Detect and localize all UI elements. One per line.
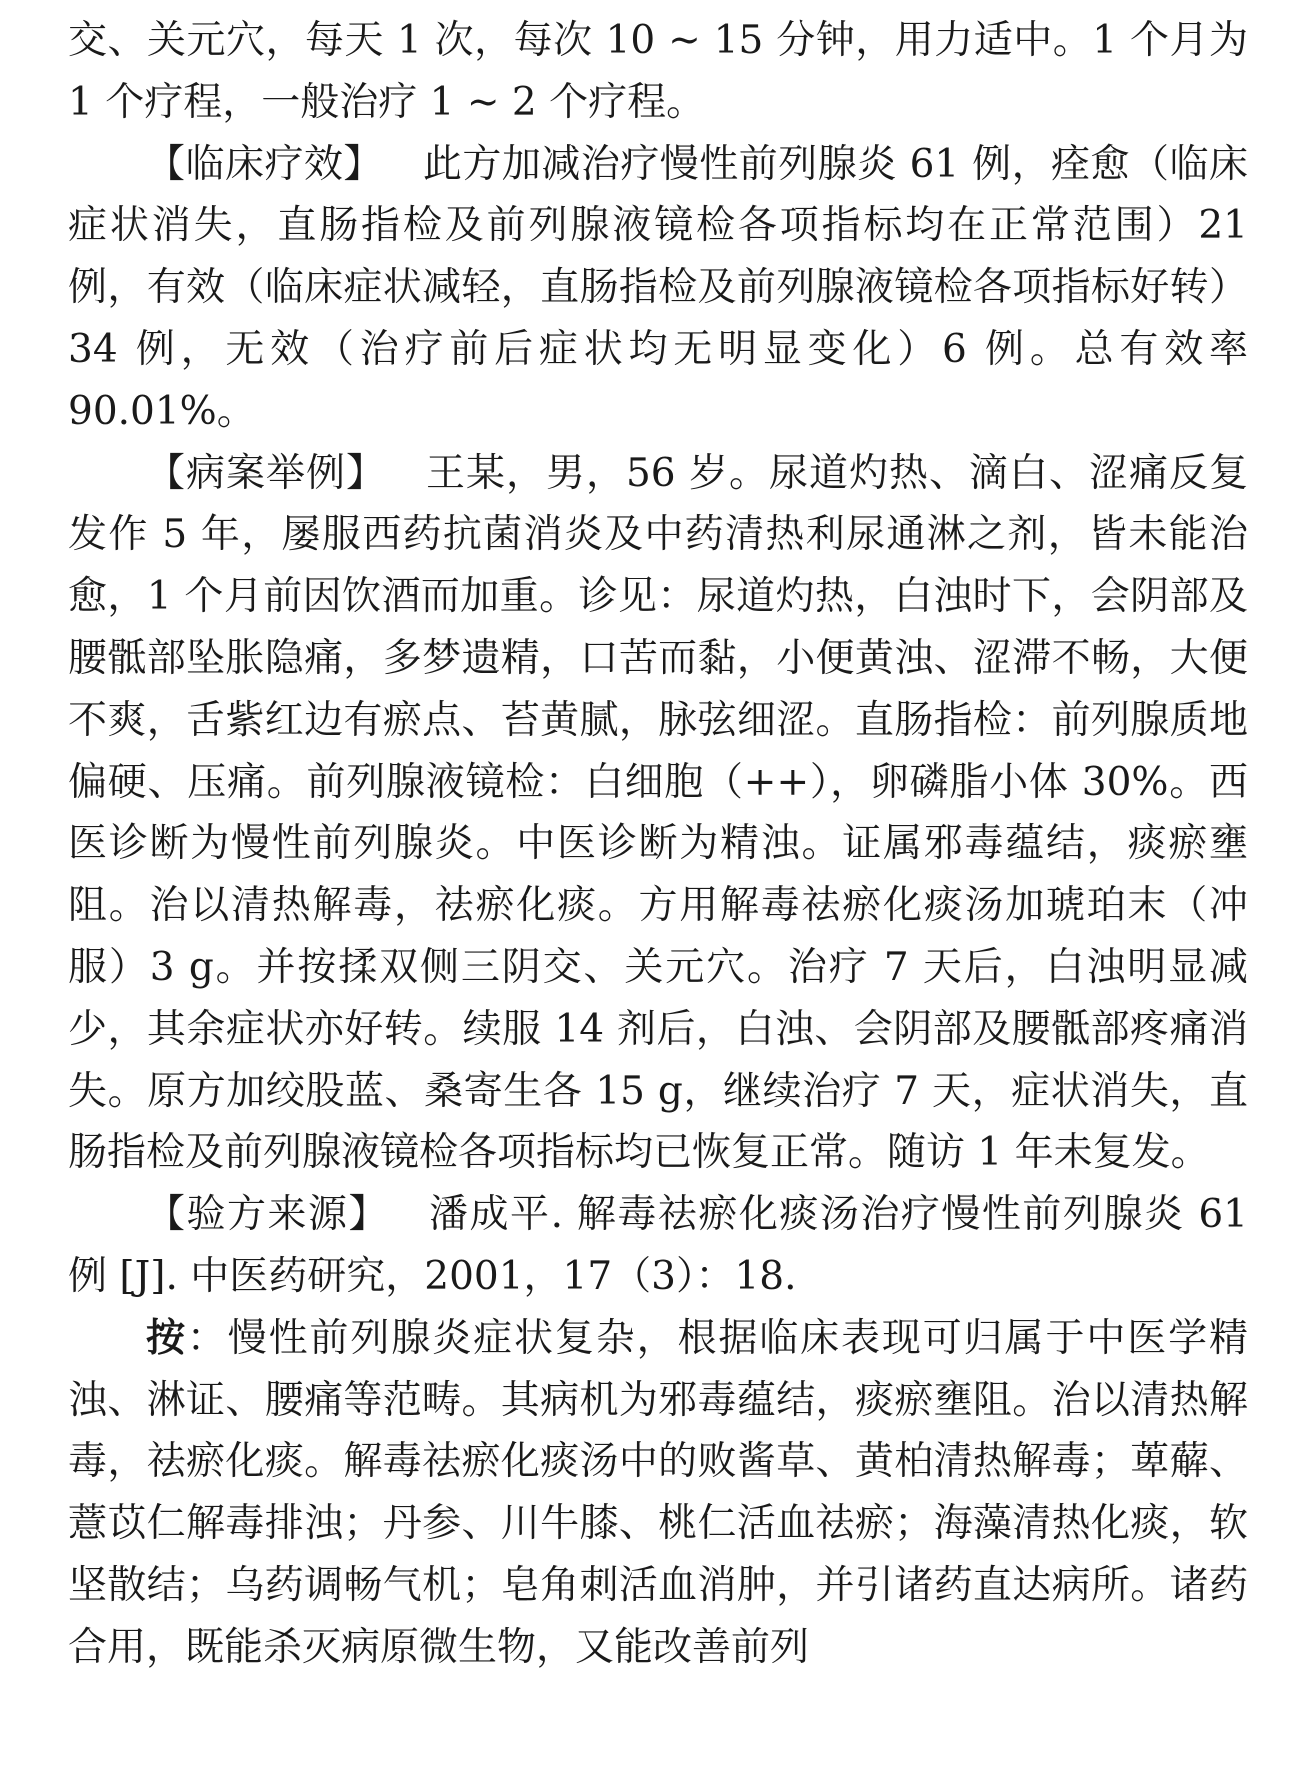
paragraph-case-example <box>68 443 1248 1185</box>
section-title-prescription-source: 【验方来源】 <box>146 1192 390 1238</box>
paragraph-text: ：慢性前列腺炎症状复杂，根据临床表现可归属于中医学精浊、淋证、腰痛等范畴。其病机为邪毒蕴结，痰瘀壅阻。治以清热解毒，祛瘀化痰。解毒祛瘀化痰汤中的败酱草、黄柏清热解毒；萆薢、薏苡仁解毒排浊；丹参、川牛膝、桃仁活血祛瘀；海藻清热化痰，软坚散结；乌药调畅气机；皂角刺活血消肿，并引诸药直达病所。诸药合用，既能杀灭病原微生物，又能改善前列 <box>68 1315 1248 1670</box>
paragraph-commentary <box>68 1308 1248 1679</box>
paragraph-text: 王某，男，56 岁。尿道灼热、滴白、涩痛反复发作 5 年，屡服西药抗菌消炎及中药清热利尿通淋之剂，皆未能治愈，1 个月前因饮酒而加重。诊见：尿道灼热，白浊时下，会阴部及腰骶部坠胀隐痛，多梦遗精，口苦而黏，小便黄浊、涩滞不畅，大便不爽，舌紫红边有瘀点、苔黄腻，脉弦细涩。直肠指检：前列腺质地偏硬、压痛。前列腺液镜检：白细胞（++），卵磷脂小体 30%。西医诊断为慢性前列腺炎。中医诊断为精浊。证属邪毒蕴结，痰瘀壅阻。治以清热解毒，祛瘀化痰。方用解毒祛瘀化痰汤加琥珀末（冲服）3 g。并按揉双侧三阴交、关元穴。治疗 7 天后，白浊明显减少，其余症状亦好转。续服 14 剂后，白浊、会阴部及腰骶部疼痛消失。原方加绞股蓝、桑寄生各 15 g，继续治疗 7 天，症状消失，直肠指检及前列腺液镜检各项指标均已恢复正常。随访 1 年未复发。 <box>68 450 1248 1176</box>
document-page <box>68 10 1248 1679</box>
section-title-clinical-efficacy: 【临床疗效】 <box>146 141 383 187</box>
paragraph-text: 交、关元穴，每天 1 次，每次 10 ~ 15 分钟，用力适中。1 个月为 1 个疗程，一般治疗 1 ~ 2 个疗程。 <box>68 18 1248 125</box>
paragraph-treatment-continued <box>68 10 1248 134</box>
paragraph-prescription-source <box>68 1184 1248 1308</box>
section-title-case-example: 【病案举例】 <box>146 450 386 496</box>
paragraph-clinical-efficacy <box>68 134 1248 443</box>
paragraph-text: 潘成平. 解毒祛瘀化痰汤治疗慢性前列腺炎 61 例 [J]. 中医药研究，2001，17（3）：18. <box>68 1192 1248 1299</box>
paragraph-text: 此方加减治疗慢性前列腺炎 61 例，痊愈（临床症状消失，直肠指检及前列腺液镜检各项指标均在正常范围）21 例，有效（临床症状减轻，直肠指检及前列腺液镜检各项指标好转）34 例，无效（治疗前后症状均无明显变化）6 例。总有效率 90.01%。 <box>68 141 1248 434</box>
commentary-lead: 按 <box>146 1314 187 1361</box>
